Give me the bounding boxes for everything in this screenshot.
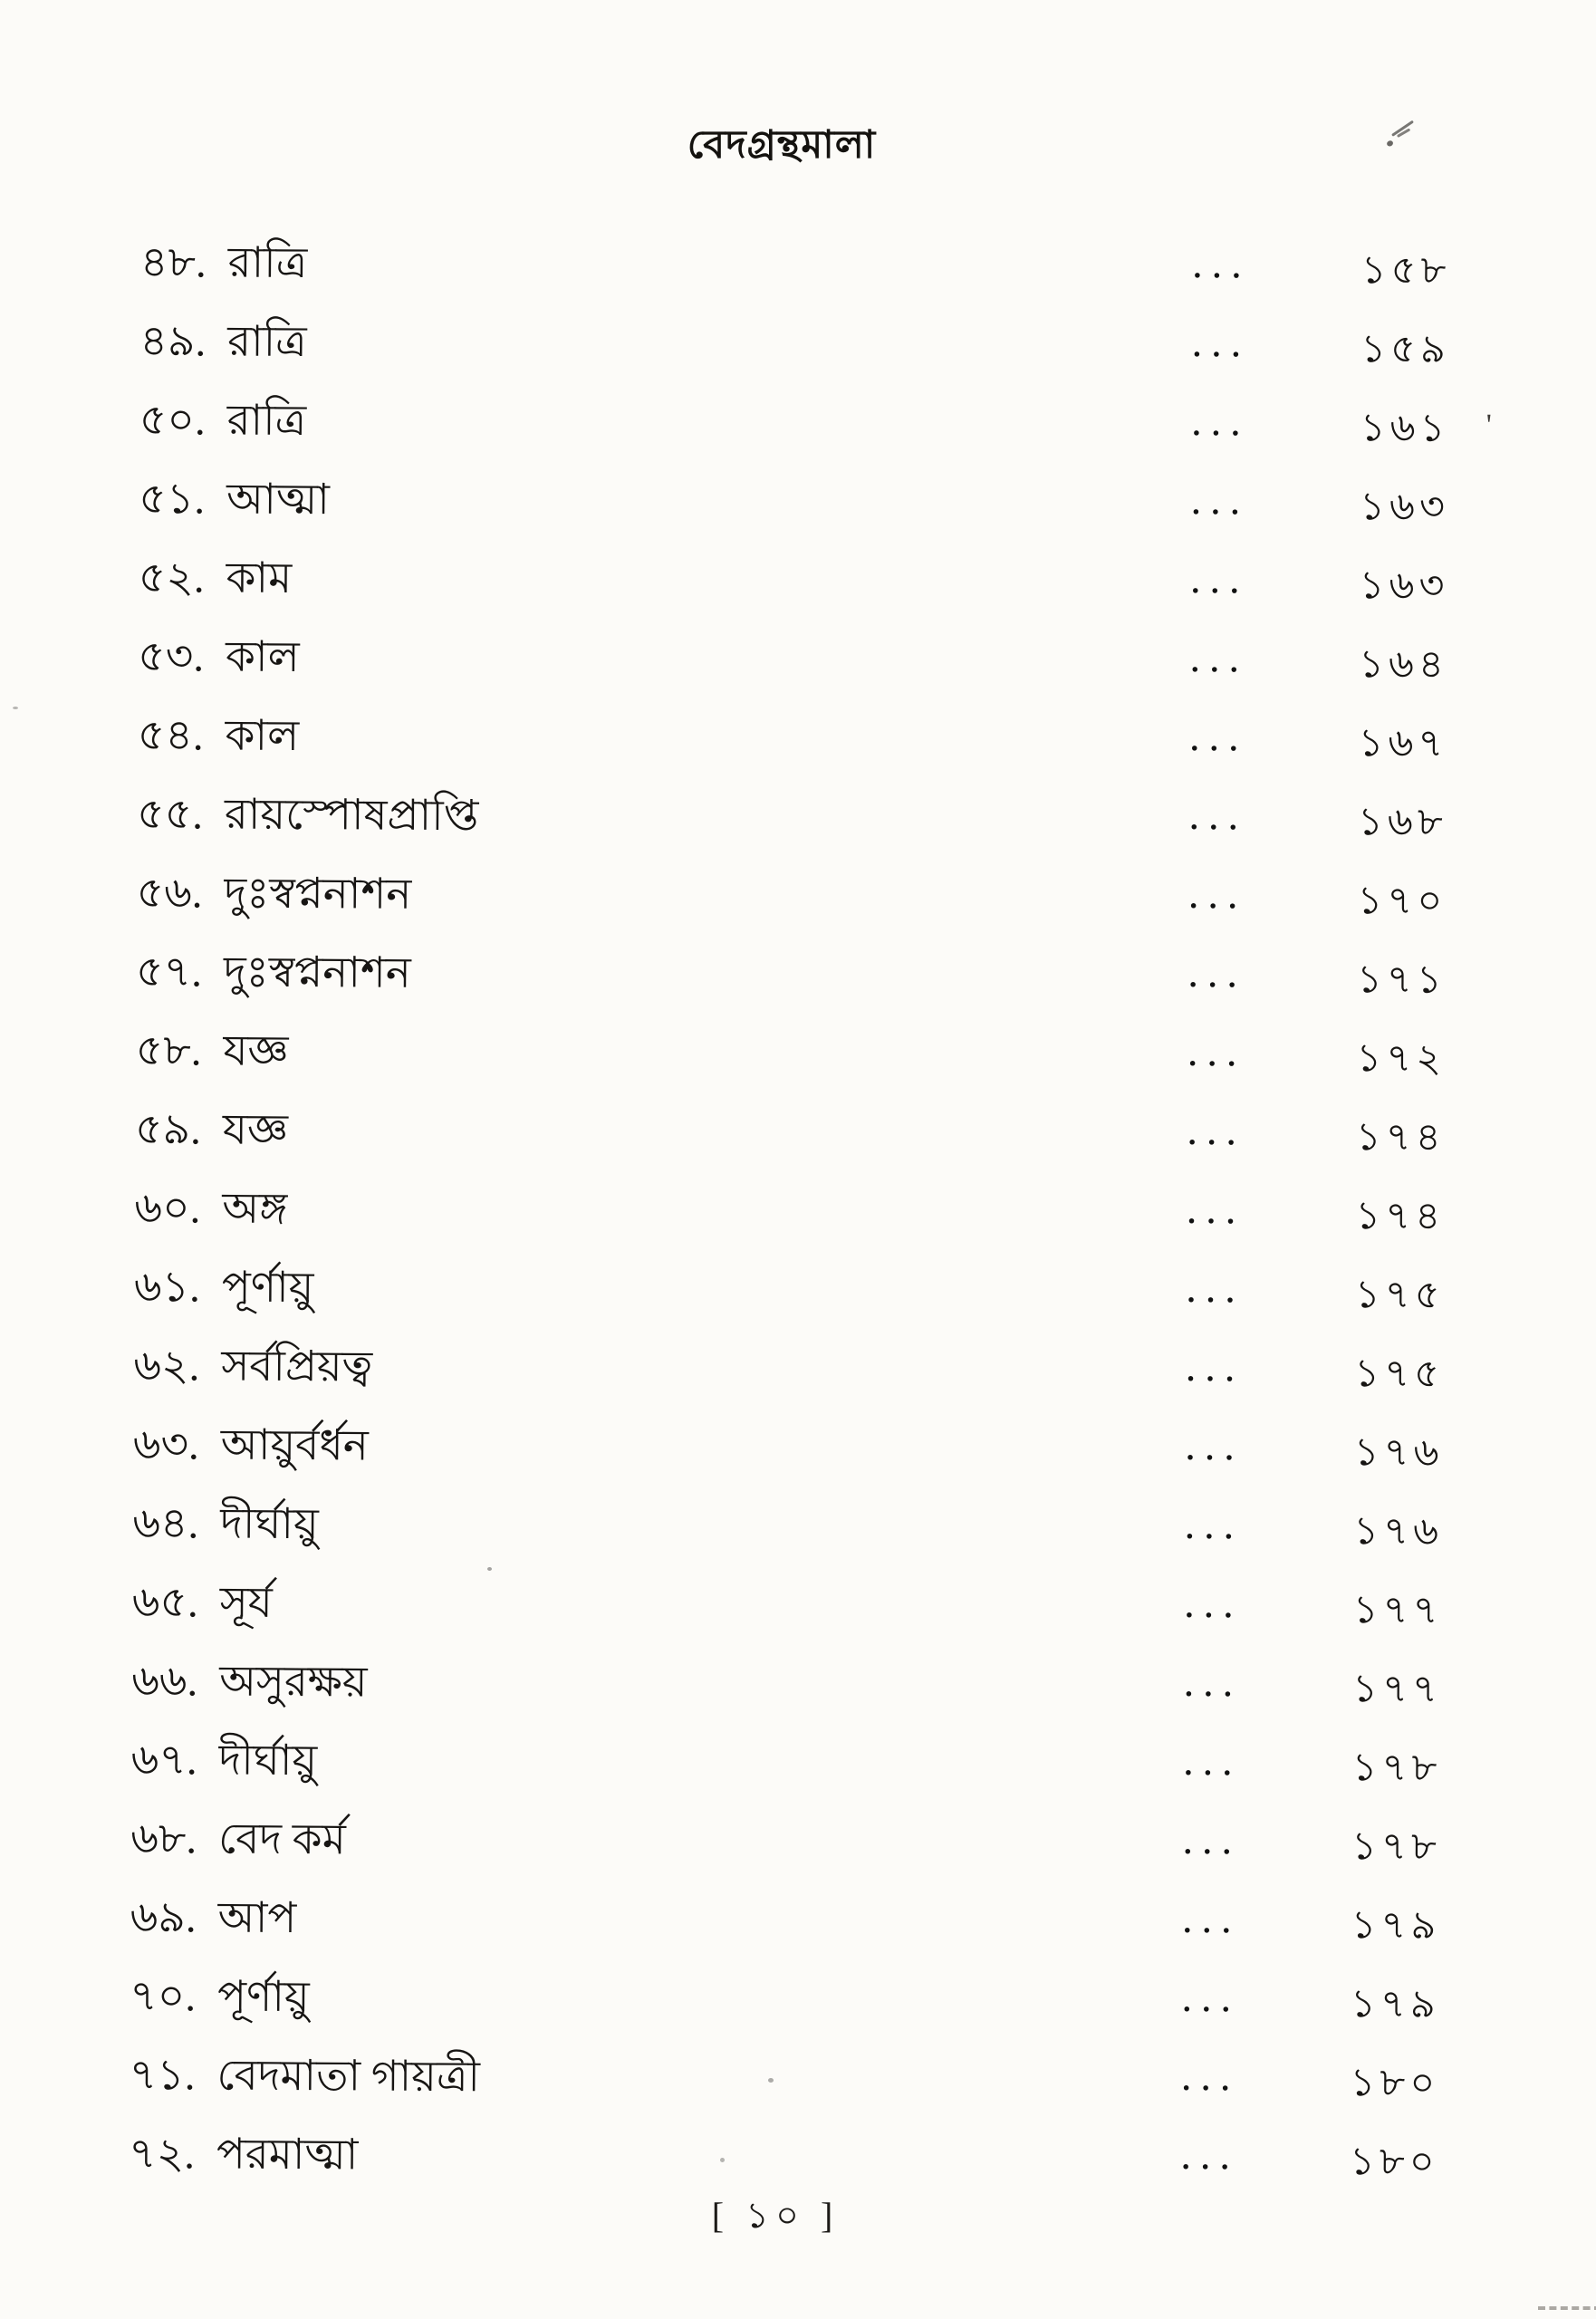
leader-dots: ... [1187,1354,1245,1389]
toc-row-title: রাত্রি [227,239,308,288]
toc-row-number: ৬৫. [131,1578,198,1627]
toc-row [0,302,1595,390]
toc-row-number: ৬৬. [131,1657,198,1706]
toc-row-page: ১৭৪ [1355,1116,1446,1160]
footer-page-number: [ ১০ ] [711,2195,840,2236]
toc-row-title: কাল [225,633,300,682]
toc-row-number: ৬৪. [132,1499,199,1548]
toc-row-title: বেদ কর্ম [217,1815,346,1864]
toc-row-page: ১৭৫ [1354,1352,1445,1396]
leader-dots: ... [1191,566,1251,601]
toc-row-page: ১৭৯ [1351,1904,1441,1948]
toc-row-number: ৭০. [130,1972,197,2021]
leader-dots: ... [1190,645,1250,679]
toc-row-number: ৫৯. [134,1105,202,1154]
toc-row-page: ১৮০ [1350,2062,1440,2105]
toc-row-title: সর্বপ্রিয়ত্ব [221,1342,373,1391]
toc-row-page: ১৬৩ [1359,564,1449,608]
toc-row [0,1405,1589,1494]
toc-row-number: ৬৮. [130,1814,197,1863]
toc-row-number: ৬৭. [130,1736,197,1785]
toc-row-number: ৬০. [134,1184,201,1233]
toc-list [0,223,1596,2203]
toc-row-page: ১৭৪ [1355,1195,1446,1238]
toc-row [0,2035,1585,2124]
toc-row [0,1957,1585,2045]
toc-row-title: পরমাত্মা [216,2131,359,2179]
toc-row-title: দীর্ঘায়ু [220,1500,319,1549]
toc-row [0,1720,1587,1809]
toc-row-title: দীর্ঘায়ু [218,1737,318,1785]
toc-row-title: অসুরক্ষয় [219,1658,368,1707]
toc-row-number: ৬১. [133,1263,200,1312]
toc-row-page: ১৭৯ [1350,1983,1440,2026]
toc-row-number: ৫৫. [137,790,204,839]
toc-row-number: ৫১. [139,475,206,524]
toc-row-title: কাম [226,554,293,602]
leader-dots: ... [1185,1669,1244,1704]
toc-row-number: ৪৮. [139,238,207,287]
scan-edge-artifact [1538,2306,1596,2310]
toc-row [0,1484,1588,1573]
leader-dots: ... [1192,409,1252,443]
toc-row-title: আয়ুর্বর্ধন [220,1421,369,1470]
leader-dots: ... [1184,1748,1244,1783]
page-title: বেদগ্রন্থমালা [687,124,877,167]
toc-row-number: ৬২. [133,1342,200,1390]
toc-row-page: ১৭৬ [1353,1431,1444,1475]
toc-row [0,459,1594,548]
leader-dots: ... [1193,330,1252,364]
toc-row-page: ১৫৮ [1360,249,1451,293]
toc-row-number: ৪৯. [139,317,207,366]
toc-row-number: ৬৯. [130,1893,197,1942]
toc-row [0,1563,1588,1651]
toc-row-title: অঙ্গ [222,1185,288,1233]
toc-row-page: ১৫৯ [1360,328,1451,371]
toc-row-page: ১৬১ [1360,407,1450,450]
leader-dots: ... [1183,1906,1243,1940]
leader-dots: ... [1188,960,1248,995]
leader-dots: ... [1182,1985,1242,2019]
toc-row-page: ১৭৬ [1353,1510,1444,1554]
toc-row-number: ৫০. [139,396,206,445]
toc-row-number: ৫৭. [135,948,203,996]
toc-row-title: রায়স্পোষপ্রাপ্তি [224,791,479,841]
toc-row [0,932,1591,1021]
toc-row-page: ১৭৭ [1351,1668,1443,1711]
toc-row [0,696,1593,784]
toc-row-number: ৫৩. [138,632,205,681]
toc-row-number: ৫২. [138,553,205,602]
toc-row-page: ১৬৩ [1359,486,1450,529]
leader-dots: ... [1187,1275,1246,1310]
scan-speck [13,707,18,709]
leader-dots: ... [1183,1827,1243,1862]
toc-row-page: ১৮০ [1349,2141,1439,2184]
toc-row [0,1878,1586,1967]
toc-row-page: ১৬৭ [1358,722,1448,765]
leader-dots: ... [1193,251,1253,285]
toc-row-number: ৫৬. [136,869,203,918]
leader-dots: ... [1186,1433,1245,1467]
toc-row-page: ১৭৮ [1351,1746,1442,1790]
toc-row [0,1799,1586,1888]
toc-row-title: দুঃস্বপ্ননাশন [223,948,411,997]
smudge-dot [1386,140,1394,147]
leader-dots: ... [1189,803,1249,837]
toc-row-number: ৭১. [129,2051,196,2100]
toc-row [0,1326,1590,1415]
toc-row-page: ১৭২ [1356,1037,1447,1081]
toc-row-title: দুঃস্বপ্ননাশন [224,870,412,919]
scan-speck [768,2078,774,2083]
toc-row [0,1011,1591,1100]
leader-dots: ... [1185,1591,1245,1625]
scan-speck [720,2158,725,2162]
toc-row-page: ১৭৭ [1352,1589,1443,1632]
toc-row-number: ৫৮. [135,1026,202,1075]
toc-row-title: যজ্ঞ [223,1027,289,1075]
toc-row-title: সূর্য [219,1579,273,1627]
toc-row [0,1247,1590,1336]
leader-dots: ... [1192,487,1251,522]
toc-row-number: ৭২. [128,2130,196,2179]
toc-row-title: রাত্রি [226,397,307,446]
toc-row-title: কাল [225,712,300,761]
toc-row [0,1169,1591,1257]
leader-dots: ... [1182,2064,1242,2098]
leader-dots: ... [1186,1512,1245,1546]
leader-dots: ... [1188,1039,1248,1073]
toc-row-title: যজ্ঞ [222,1106,289,1154]
toc-row [0,223,1596,312]
leader-dots: ... [1187,1197,1246,1231]
toc-row [0,1641,1587,1730]
leader-dots: ... [1190,724,1250,758]
leader-dots: ... [1181,2142,1241,2177]
toc-row-title: পূর্ণায়ু [221,1264,314,1313]
toc-row-page: ১৬৪ [1358,643,1448,687]
leader-dots: ... [1189,881,1249,916]
toc-row-page: ১৭৮ [1351,1825,1441,1869]
stray-mark: ' [1485,409,1492,443]
toc-row-page: ১৭০ [1357,880,1447,923]
toc-row-page: ১৬৮ [1357,801,1447,844]
toc-row [0,538,1594,627]
toc-row-title: আত্মা [226,476,331,524]
toc-row [0,380,1595,469]
toc-row-title: পূর্ণায়ু [216,1973,310,2022]
toc-row [0,853,1592,942]
toc-row-title: রাত্রি [227,318,307,367]
toc-row-title: আপ [217,1894,297,1943]
leader-dots: ... [1187,1118,1247,1152]
toc-row-page: ১৭১ [1356,958,1447,1002]
toc-row-number: ৬৩. [132,1420,199,1469]
toc-row [0,1090,1591,1179]
scan-speck [487,1567,492,1571]
toc-row-page: ১৭৫ [1354,1274,1445,1317]
toc-row [0,775,1592,863]
toc-row-title: বেদমাতা গায়ত্রী [216,2052,481,2102]
toc-row [0,617,1593,706]
toc-row-number: ৫৪. [137,711,204,760]
